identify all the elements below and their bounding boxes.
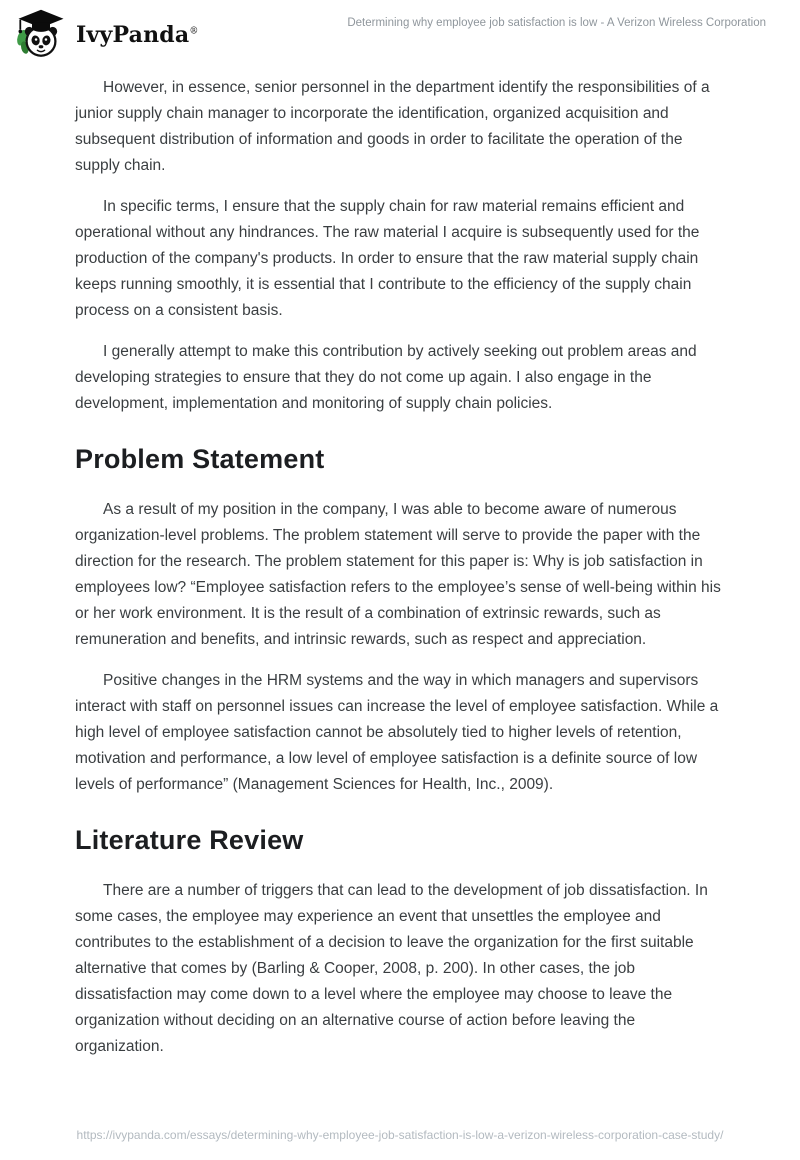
registered-mark: ® <box>189 26 199 37</box>
ivypanda-logo-icon <box>14 8 68 62</box>
section-heading-problem-statement: Problem Statement <box>75 444 325 474</box>
document-title: Determining why employee job satisfaction is low - A Verizon Wireless Corporation <box>347 17 766 29</box>
page-footer <box>0 1126 800 1144</box>
paragraph: In specific terms, I ensure that the supply chain for raw material remains efficient and operational without any hindrances. The raw material I acquire is subsequently used for the production of the company's products. In order to ensure that the raw material supply chain keeps running smoothly, it is essential that I contribute to the efficiency of the supply chain process on a consistent basis. <box>75 198 700 319</box>
section-heading-literature-review: Literature Review <box>75 825 304 855</box>
brand-name: IvyPanda® <box>76 22 199 48</box>
paragraph: Positive changes in the HRM systems and the way in which managers and supervisors interact with staff on personnel issues can increase the level of employee satisfaction. While a high level of employee satisfaction cannot be absolutely tied to higher levels of retention, motivation and performance, a low level of employee satisfaction is a definite source of low levels of performance” (Management Sciences for Health, Inc., 2009). <box>75 672 719 793</box>
source-url[interactable]: https://ivypanda.com/essays/determining-why-employee-job-satisfaction-is-low-a-verizon-wireless-corporation-case-study/ <box>76 1128 724 1142</box>
document-content <box>0 64 800 1060</box>
paragraph: There are a number of triggers that can lead to the development of job dissatisfaction. In some cases, the employee may experience an event that unsettles the employee and contributes to the establishment of a decision to leave the organization for the first suitable alternative that comes by (Barling & Cooper, 2008, p. 200). In other cases, the job dissatisfaction may come down to a level where the employee may choose to leave the organization without deciding on an alternative course of action before leaving the organization. <box>75 882 708 1055</box>
brand[interactable] <box>14 8 199 62</box>
paragraph: I generally attempt to make this contribution by actively seeking out problem areas and developing strategies to ensure that they do not come up again. I also engage in the development, implementation and monitoring of supply chain policies. <box>75 343 697 412</box>
paragraph: However, in essence, senior personnel in the department identify the responsibilities of a junior supply chain manager to incorporate the identification, organized acquisition and subsequent distribution of information and goods in order to facilitate the operation of the supply chain. <box>75 79 710 174</box>
page-header <box>0 0 800 64</box>
paragraph: As a result of my position in the company, I was able to become aware of numerous organization-level problems. The problem statement will serve to provide the paper with the direction for the research. The problem statement for this paper is: Why is job satisfaction in employees low? “Employee satisfaction refers to the employee’s sense of well-being within his or her work environment. It is the result of a combination of extrinsic rewards, such as remuneration and benefits, and intrinsic rewards, such as respect and appreciation. <box>75 501 721 648</box>
